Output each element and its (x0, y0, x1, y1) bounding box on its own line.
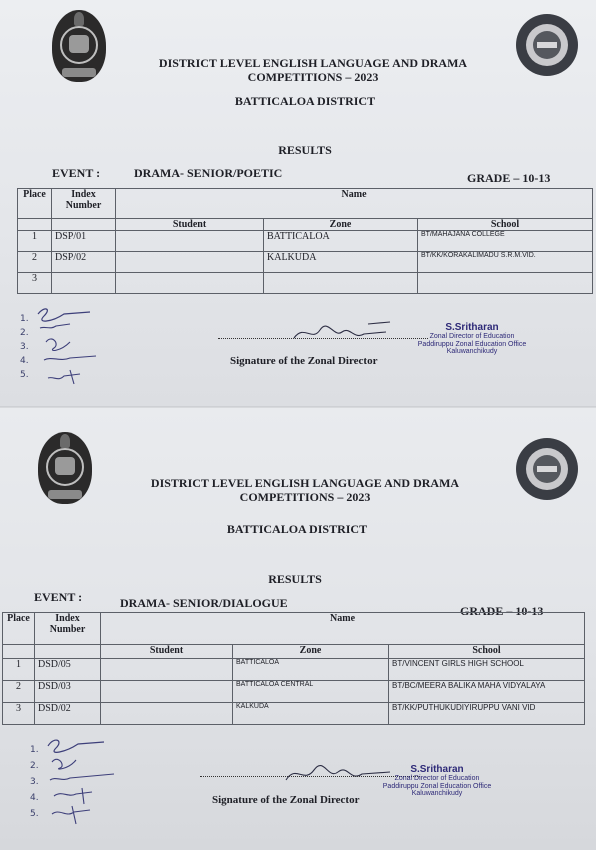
table-subheader-row (3, 645, 585, 659)
judge-number: 2. (20, 328, 29, 338)
table-subheader-row (18, 219, 593, 231)
stamp-name: S.Sritharan (445, 322, 499, 333)
judge-number: 1. (30, 745, 39, 755)
result-sheet-dialogue (0, 408, 596, 850)
results-table (17, 188, 593, 294)
table-row (18, 231, 593, 252)
results-table (2, 612, 585, 725)
stamp-line-2: Paddiruppu Zonal Education Office (382, 782, 492, 790)
grade-label: GRADE – 10-13 (467, 171, 551, 185)
stamp-line-1: Zonal Director of Education (429, 333, 515, 340)
judge-number: 4. (20, 356, 29, 366)
result-sheet-poetic (0, 0, 596, 408)
event-name: DRAMA- SENIOR/POETIC (134, 166, 283, 180)
school-cell (418, 273, 593, 294)
school-cell: BT/KK/KORAKALIMADU S.R.M.VID. (418, 252, 593, 273)
zone-header: Zone (264, 219, 418, 231)
event-label: EVENT : (52, 166, 101, 180)
table-row (18, 252, 593, 273)
zone-cell: BATTICALOA (233, 659, 389, 681)
student-header: Student (116, 219, 264, 231)
judge-number: 3. (20, 342, 29, 352)
grade-label: GRADE – 10-13 (460, 604, 544, 618)
place-header: Place (18, 189, 52, 219)
judge-numbers (20, 312, 29, 382)
place-cell: 1 (18, 231, 52, 252)
place-cell: 3 (3, 703, 35, 725)
school-header: School (389, 645, 585, 659)
index-cell: DSD/05 (35, 659, 101, 681)
sri-lanka-emblem-icon (52, 10, 106, 82)
index-cell: DSD/03 (35, 681, 101, 703)
event-label: EVENT : (34, 590, 83, 604)
school-cell: BT/KK/PUTHUKUDIYIRUPPU VANI VID (389, 703, 585, 725)
table-row (3, 659, 585, 681)
index-cell: DSD/02 (35, 703, 101, 725)
place-cell: 1 (3, 659, 35, 681)
sri-lanka-emblem-icon (38, 432, 92, 504)
zone-header: Zone (233, 645, 389, 659)
event-name: DRAMA- SENIOR/DIALOGUE (120, 596, 288, 610)
director-signature-icon (290, 318, 400, 346)
judge-signature-scribbles (42, 734, 132, 834)
place-cell: 2 (3, 681, 35, 703)
zone-cell: KALKUDA (264, 252, 418, 273)
index-cell (52, 273, 116, 294)
title-line-2: COMPETITIONS – 2023 (247, 70, 379, 84)
director-stamp (372, 764, 502, 798)
stamp-line-2: Paddiruppu Zonal Education Office (417, 340, 527, 348)
name-header: Name (101, 613, 585, 645)
name-header: Name (116, 189, 593, 219)
title-line-1: DISTRICT LEVEL ENGLISH LANGUAGE AND DRAMA (150, 476, 460, 490)
table-header-row (3, 613, 585, 645)
judge-number: 5. (20, 370, 29, 380)
index-number-header: Index Number (52, 189, 116, 219)
document-title (148, 56, 478, 84)
title-line-1: DISTRICT LEVEL ENGLISH LANGUAGE AND DRAMA (158, 56, 468, 70)
index-cell: DSP/02 (52, 252, 116, 273)
judge-number: 2. (30, 761, 39, 771)
zone-cell: BATTICALOA (264, 231, 418, 252)
judge-numbers (30, 742, 39, 822)
school-cell: BT/MAHAJANA COLLEGE (418, 231, 593, 252)
place-cell: 3 (18, 273, 52, 294)
stamp-line-3: Kaluwanchikudy (411, 790, 463, 798)
zone-cell: KALKUDA (233, 703, 389, 725)
index-cell: DSP/01 (52, 231, 116, 252)
education-office-seal-icon (516, 14, 578, 76)
school-cell: BT/BC/MEERA BALIKA MAHA VIDYALAYA (389, 681, 585, 703)
stamp-line-3: Kaluwanchikudy (446, 348, 498, 356)
place-cell: 2 (18, 252, 52, 273)
table-row (18, 273, 593, 294)
student-cell (101, 703, 233, 725)
table-header-row (18, 189, 593, 219)
school-cell: BT/VINCENT GIRLS HIGH SCHOOL (389, 659, 585, 681)
zone-cell (264, 273, 418, 294)
director-stamp (412, 322, 532, 356)
table-row (3, 703, 585, 725)
student-cell (101, 681, 233, 703)
index-number-header: Index Number (35, 613, 101, 645)
district-heading: BATTICALOA DISTRICT (226, 522, 368, 536)
results-heading: RESULTS (278, 143, 332, 157)
school-header: School (418, 219, 593, 231)
zone-cell: BATTICALOA CENTRAL (233, 681, 389, 703)
results-heading: RESULTS (268, 572, 322, 586)
student-cell (116, 252, 264, 273)
judge-signature-scribbles (30, 304, 120, 394)
stamp-line-1: Zonal Director of Education (394, 775, 480, 782)
place-header: Place (3, 613, 35, 645)
district-heading: BATTICALOA DISTRICT (234, 94, 376, 108)
judge-number: 5. (30, 809, 39, 819)
document-title (140, 476, 470, 504)
judge-number: 3. (30, 777, 39, 787)
stamp-name: S.Sritharan (410, 764, 464, 775)
student-cell (101, 659, 233, 681)
student-cell (116, 231, 264, 252)
education-office-seal-icon (516, 438, 578, 500)
student-header: Student (101, 645, 233, 659)
table-row (3, 681, 585, 703)
judge-number: 1. (20, 314, 29, 324)
judge-number: 4. (30, 793, 39, 803)
signature-line (218, 338, 428, 339)
signature-caption: Signature of the Zonal Director (212, 794, 360, 806)
title-line-2: COMPETITIONS – 2023 (239, 490, 371, 504)
signature-caption: Signature of the Zonal Director (230, 355, 378, 367)
student-cell (116, 273, 264, 294)
